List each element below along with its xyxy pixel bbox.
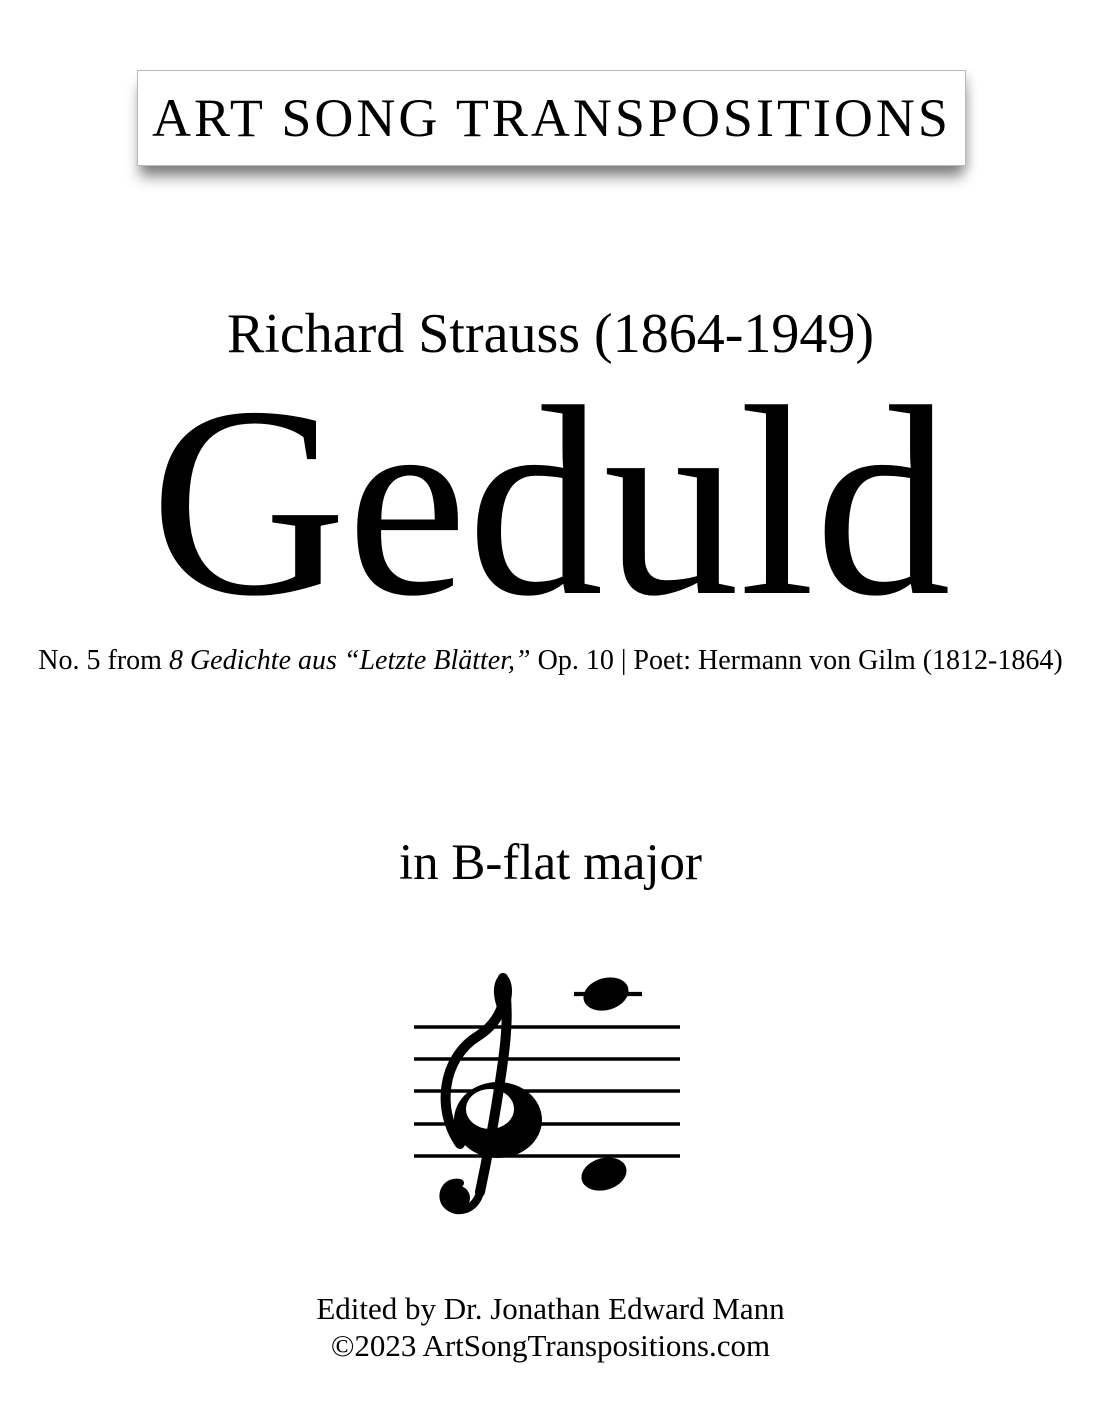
footer-block: [0, 1291, 1101, 1364]
subtitle-prefix: No. 5 from: [38, 645, 169, 676]
song-title: Geduld: [150, 351, 951, 652]
copyright-line: ©2023 ArtSongTranspositions.com: [330, 1327, 771, 1363]
publisher-logo-plaque: [137, 70, 966, 166]
publisher-logo-text: ART SONG TRANSPOSITIONS: [152, 88, 951, 148]
subtitle-collection: 8 Gedichte aus “Letzte Blätter,”: [168, 645, 531, 676]
low-note-icon: [577, 1152, 630, 1195]
key-designation: in B-flat major: [398, 835, 703, 891]
high-note-icon: [574, 972, 642, 1015]
edited-by-line: Edited by Dr. Jonathan Edward Mann: [316, 1291, 785, 1326]
treble-clef-staff-icon: [414, 952, 680, 1244]
composer-line: Richard Strauss (1864-1949): [226, 303, 874, 365]
subtitle-suffix: Op. 10 | Poet: Hermann von Gilm (1812-1864): [530, 645, 1063, 676]
music-staff-graphic: [414, 952, 680, 1244]
subtitle-line: [0, 645, 1101, 677]
